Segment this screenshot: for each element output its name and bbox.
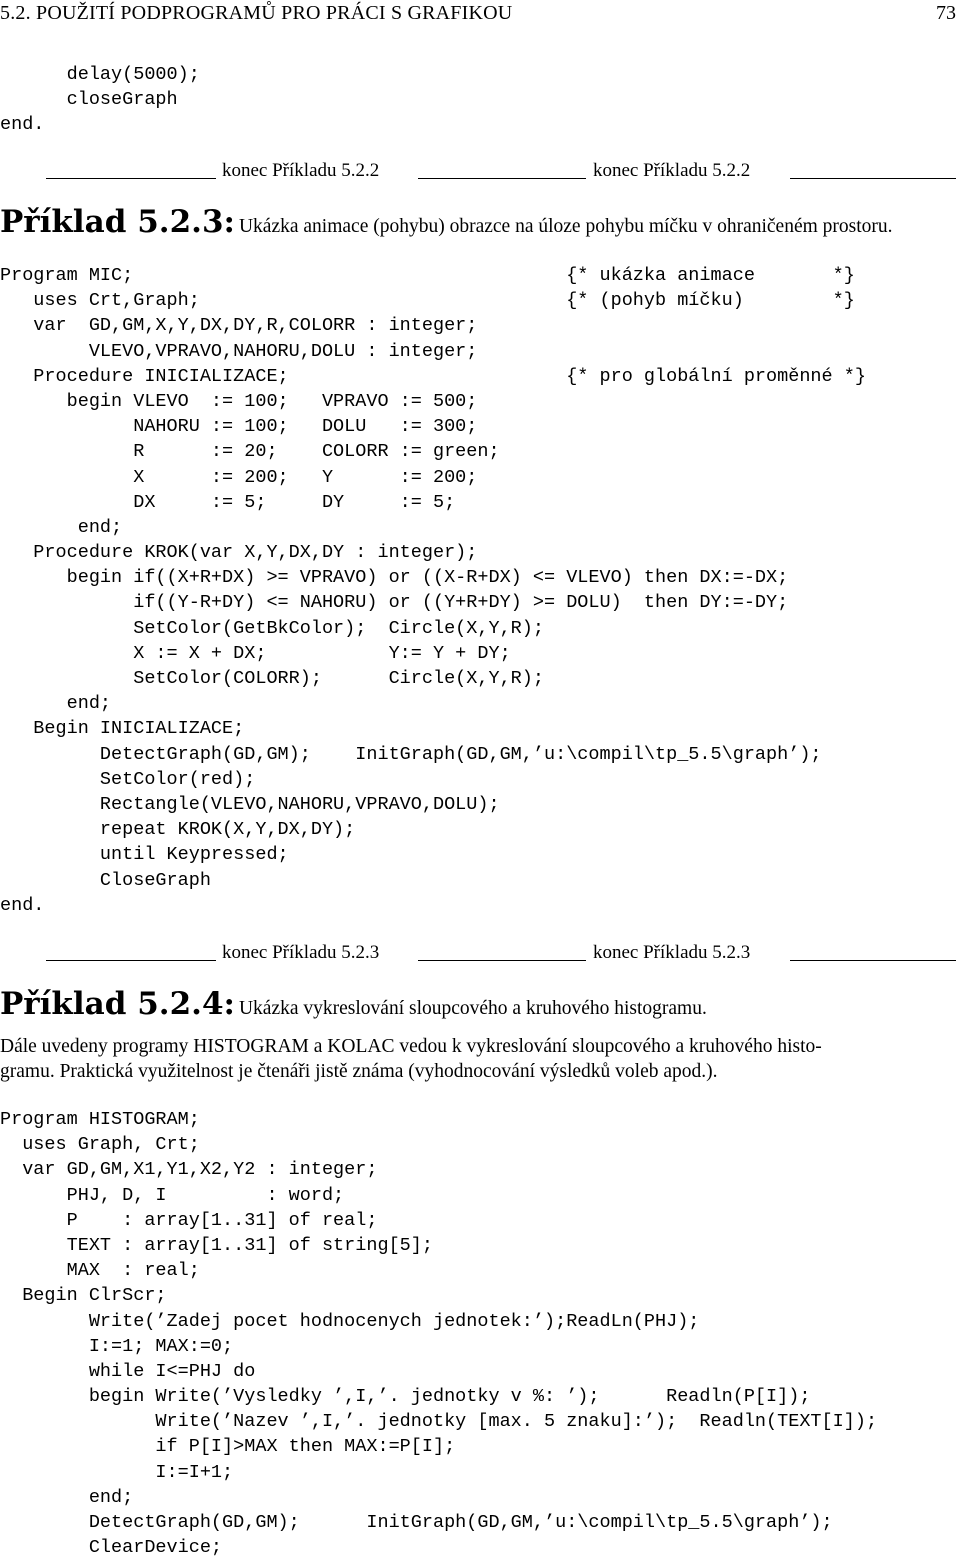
code-line: if((Y-R+DY) <= NAHORU) or ((Y+R+DY) >= DOLU) then DY:=-DY; — [0, 592, 789, 614]
code-line: X := X + DX; Y:= Y + DY; — [0, 642, 511, 664]
code-line: DetectGraph(GD,GM); InitGraph(GD,GM,’u:\compil\tp_5.5\graph’); — [0, 1512, 833, 1533]
page-header — [0, 2, 960, 32]
example-end-rule-522 — [46, 160, 956, 184]
code-line: X := 200; Y := 200; — [0, 466, 478, 488]
paragraph-line: Dále uvedeny programy HISTOGRAM a KOLAC vedou k vykreslování sloupcového a kruhového histo- — [0, 1036, 822, 1057]
code-line: uses Graph, Crt; — [0, 1134, 200, 1156]
code-line: begin Write(’Vysledky ’,I,’. jednotky v %: ’); Readln(P[I]); — [0, 1386, 811, 1408]
code-line: Write(’Zadej pocet hodnocenych jednotek:’);ReadLn(PHJ); — [0, 1310, 700, 1332]
code-line: SetColor(red); — [0, 768, 256, 790]
code-line: end; — [0, 693, 112, 715]
code-line: closeGraph — [0, 89, 178, 111]
code-line: CloseGraph — [0, 869, 211, 891]
code-line: ClearDevice; — [0, 1537, 223, 1559]
example-heading-524 — [0, 986, 707, 1022]
code-line: DX := 5; DY := 5; — [0, 491, 456, 513]
end-label-right: konec Příkladu 5.2.3 — [593, 942, 751, 963]
code-line: TEXT : array[1..31] of string[5]; — [0, 1234, 433, 1256]
rule-line — [790, 178, 956, 179]
code-line: MAX : real; — [0, 1260, 200, 1282]
code-block-program-histogram — [0, 1107, 877, 1560]
example-heading-523 — [0, 204, 893, 240]
example-title: Příklad 5.2.3: — [0, 204, 235, 240]
code-line: VLEVO,VPRAVO,NAHORU,DOLU : integer; — [0, 340, 478, 362]
code-line: var GD,GM,X1,Y1,X2,Y2 : integer; — [0, 1159, 378, 1181]
code-line: PHJ, D, I : word; — [0, 1184, 345, 1206]
rule-line — [790, 960, 956, 961]
intro-paragraph — [0, 1034, 958, 1084]
code-line: Program HISTOGRAM; — [0, 1109, 200, 1130]
code-line: SetColor(GetBkColor); Circle(X,Y,R); — [0, 617, 544, 639]
code-block-program-mic — [0, 263, 866, 918]
rule-line — [418, 960, 586, 961]
code-line: R := 20; COLORR := green; — [0, 441, 500, 463]
code-line: Write(’Nazev ’,I,’. jednotky [max. 5 znaku]:’); Readln(TEXT[I]); — [0, 1411, 878, 1433]
code-line: DetectGraph(GD,GM); InitGraph(GD,GM,’u:\compil\tp_5.5\graph’); — [0, 743, 822, 765]
code-line: I:=I+1; — [0, 1461, 234, 1483]
paragraph-line: gramu. Praktická využitelnost je čtenáři jistě známa (vyhodnocování výsledků voleb apod.). — [0, 1061, 718, 1082]
code-line: uses Crt,Graph; {* (pohyb míčku) *} — [0, 290, 855, 312]
code-line: end; — [0, 516, 123, 538]
code-line: Begin INICIALIZACE; — [0, 718, 245, 740]
end-label-right: konec Příkladu 5.2.2 — [593, 160, 751, 181]
code-line: until Keypressed; — [0, 844, 289, 866]
end-label-left: konec Příkladu 5.2.3 — [222, 942, 380, 963]
code-line: begin VLEVO := 100; VPRAVO := 500; — [0, 390, 478, 412]
page-number: 73 — [936, 2, 956, 24]
rule-line — [418, 178, 586, 179]
end-label-left: konec Příkladu 5.2.2 — [222, 160, 380, 181]
code-line: while I<=PHJ do — [0, 1360, 256, 1382]
code-line: repeat KROK(X,Y,DX,DY); — [0, 819, 356, 841]
rule-line — [46, 960, 216, 961]
code-line: I:=1; MAX:=0; — [0, 1335, 234, 1357]
code-line: SetColor(COLORR); Circle(X,Y,R); — [0, 668, 544, 689]
code-line: Begin ClrScr; — [0, 1285, 167, 1307]
code-line: NAHORU := 100; DOLU := 300; — [0, 416, 478, 438]
code-line: Procedure INICIALIZACE; {* pro globální proměnné *} — [0, 365, 866, 387]
code-line: Rectangle(VLEVO,NAHORU,VPRAVO,DOLU); — [0, 793, 500, 815]
example-description: Ukázka animace (pohybu) obrazce na úloze pohybu míčku v ohraničeném prostoru. — [238, 216, 893, 237]
code-line: end. — [0, 114, 45, 136]
section-title: 5.2. POUŽITÍ PODPROGRAMŮ PRO PRÁCI S GRAFIKOU — [0, 2, 513, 24]
example-title: Příklad 5.2.4: — [0, 986, 235, 1022]
rule-line — [46, 178, 216, 179]
code-line: if P[I]>MAX then MAX:=P[I]; — [0, 1436, 456, 1458]
code-line: Procedure KROK(var X,Y,DX,DY : integer); — [0, 542, 478, 564]
code-line: begin if((X+R+DX) >= VPRAVO) or ((X-R+DX) <= VLEVO) then DX:=-DX; — [0, 567, 789, 589]
code-line: Program MIC; {* ukázka animace *} — [0, 265, 855, 286]
example-description: Ukázka vykreslování sloupcového a kruhového histogramu. — [238, 998, 707, 1019]
code-line: P : array[1..31] of real; — [0, 1209, 378, 1231]
code-line: delay(5000); — [0, 64, 200, 85]
code-block-prev-example — [0, 62, 200, 138]
code-line: end; — [0, 1486, 134, 1508]
example-end-rule-523 — [46, 942, 956, 966]
code-line: end. — [0, 894, 45, 916]
code-line: var GD,GM,X,Y,DX,DY,R,COLORR : integer; — [0, 315, 478, 337]
